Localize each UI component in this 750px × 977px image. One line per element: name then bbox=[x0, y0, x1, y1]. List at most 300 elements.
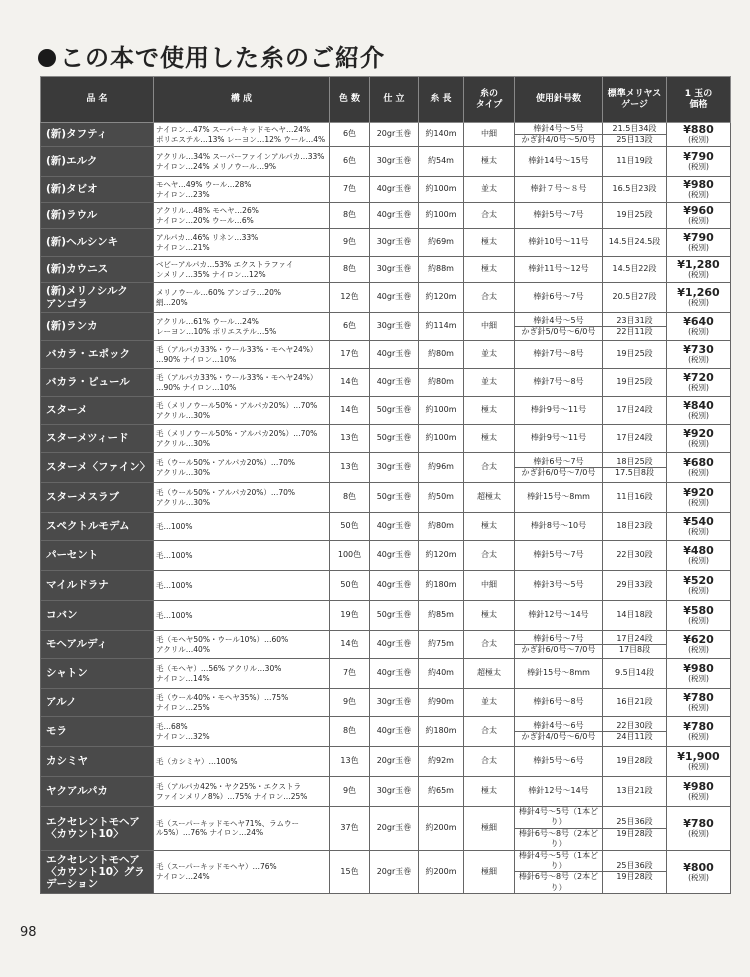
gauge-cell bbox=[603, 747, 667, 777]
yarn-table bbox=[40, 76, 731, 894]
length-cell bbox=[419, 123, 464, 147]
needles-cell bbox=[515, 369, 603, 397]
gauge-value: 21.5目34段 bbox=[612, 123, 657, 133]
colors-text: 19色 bbox=[340, 610, 359, 620]
yarn-name: マイルドラナ bbox=[46, 579, 109, 592]
length-text: 約200m bbox=[425, 823, 457, 833]
composition-text: 毛…100% bbox=[156, 580, 193, 590]
length-text: 約65m bbox=[428, 786, 454, 796]
put-up-text: 30gr玉巻 bbox=[376, 462, 412, 472]
price-value: ¥730 bbox=[683, 343, 714, 357]
type-text: 合太 bbox=[481, 639, 497, 649]
table-row bbox=[41, 453, 731, 483]
header-gauge: 標準メリヤス ゲージ bbox=[603, 77, 667, 123]
put-up-text: 30gr玉巻 bbox=[376, 321, 412, 331]
yarn-name-cell bbox=[41, 541, 154, 571]
yarn-name-cell bbox=[41, 313, 154, 341]
gauge-cell bbox=[603, 601, 667, 631]
composition-cell bbox=[154, 717, 330, 747]
composition-cell bbox=[154, 313, 330, 341]
gauge-cell bbox=[603, 483, 667, 513]
needles-value: 棒針9号〜11号 bbox=[530, 405, 587, 415]
colors-cell bbox=[330, 631, 370, 659]
gauge-value: 29目33段 bbox=[616, 580, 653, 590]
colors-cell bbox=[330, 483, 370, 513]
yarn-name: シャトン bbox=[46, 667, 88, 680]
type-text: 極太 bbox=[481, 786, 497, 796]
gauge-cell bbox=[603, 177, 667, 203]
length-text: 約100m bbox=[425, 433, 457, 443]
composition-cell bbox=[154, 571, 330, 601]
price-value: ¥920 bbox=[683, 427, 714, 441]
colors-cell bbox=[330, 341, 370, 369]
needles-value: 棒針14号〜15号 bbox=[528, 156, 589, 166]
tax-note: (税別) bbox=[688, 327, 709, 337]
gauge-cell bbox=[603, 147, 667, 177]
gauge-cell bbox=[603, 717, 667, 747]
needles-value: 棒針4号〜6号 bbox=[533, 720, 584, 730]
yarn-name: スターメ〈ファイン〉 bbox=[46, 461, 151, 474]
price-cell bbox=[667, 341, 731, 369]
gauge-cell bbox=[603, 571, 667, 601]
header-length: 糸 長 bbox=[419, 77, 464, 123]
table-body bbox=[41, 123, 731, 894]
needles-value: 棒針3号〜5号 bbox=[533, 580, 584, 590]
gauge-cell bbox=[603, 807, 667, 851]
composition-cell bbox=[154, 483, 330, 513]
yarn-name-cell bbox=[41, 689, 154, 717]
table-row bbox=[41, 203, 731, 229]
type-text: 中細 bbox=[481, 321, 497, 331]
put-up-cell bbox=[370, 747, 419, 777]
length-cell bbox=[419, 369, 464, 397]
gauge-value: 25目13段 bbox=[603, 134, 666, 145]
put-up-cell bbox=[370, 147, 419, 177]
yarn-name-cell bbox=[41, 147, 154, 177]
gauge-cell bbox=[603, 425, 667, 453]
table-row bbox=[41, 601, 731, 631]
tax-note: (税別) bbox=[688, 586, 709, 596]
length-cell bbox=[419, 283, 464, 313]
header-price: 1 玉の 価格 bbox=[667, 77, 731, 123]
needles-value: 棒針5号〜6号 bbox=[533, 756, 584, 766]
length-cell bbox=[419, 717, 464, 747]
colors-text: 17色 bbox=[340, 349, 359, 359]
composition-text: アルパカ…46% リネン…33% ナイロン…21% bbox=[156, 232, 259, 252]
needles-value: 棒針12号〜14号 bbox=[528, 610, 589, 620]
composition-cell bbox=[154, 777, 330, 807]
type-cell bbox=[464, 807, 515, 851]
colors-cell bbox=[330, 513, 370, 541]
put-up-text: 50gr玉巻 bbox=[376, 610, 412, 620]
composition-text: 毛（アルパカ33%・ウール33%・モヘヤ24%） …90% ナイロン…10% bbox=[156, 372, 318, 392]
price-value: ¥980 bbox=[683, 178, 714, 192]
needles-cell bbox=[515, 425, 603, 453]
type-cell bbox=[464, 283, 515, 313]
put-up-cell bbox=[370, 631, 419, 659]
type-cell bbox=[464, 717, 515, 747]
put-up-cell bbox=[370, 807, 419, 851]
needles-cell bbox=[515, 571, 603, 601]
price-value: ¥720 bbox=[683, 371, 714, 385]
length-text: 約100m bbox=[425, 210, 457, 220]
gauge-cell bbox=[603, 229, 667, 257]
type-cell bbox=[464, 257, 515, 283]
length-cell bbox=[419, 177, 464, 203]
length-text: 約114m bbox=[425, 321, 457, 331]
needles-cell bbox=[515, 177, 603, 203]
length-cell bbox=[419, 541, 464, 571]
needles-cell bbox=[515, 257, 603, 283]
put-up-text: 40gr玉巻 bbox=[376, 349, 412, 359]
length-text: 約120m bbox=[425, 550, 457, 560]
length-text: 約200m bbox=[425, 866, 457, 876]
put-up-cell bbox=[370, 513, 419, 541]
length-cell bbox=[419, 341, 464, 369]
composition-cell bbox=[154, 425, 330, 453]
gauge-cell bbox=[603, 257, 667, 283]
yarn-name: バカラ・ピュール bbox=[46, 376, 130, 389]
table-row bbox=[41, 571, 731, 601]
table-row bbox=[41, 313, 731, 341]
colors-text: 12色 bbox=[340, 292, 359, 302]
header-name: 品 名 bbox=[41, 77, 154, 123]
type-text: 超極太 bbox=[477, 492, 501, 502]
price-cell bbox=[667, 513, 731, 541]
type-text: 並太 bbox=[481, 184, 497, 194]
price-cell bbox=[667, 777, 731, 807]
header-put-up: 仕 立 bbox=[370, 77, 419, 123]
colors-text: 13色 bbox=[340, 433, 359, 443]
needles-value: 棒針9号〜11号 bbox=[530, 433, 587, 443]
length-cell bbox=[419, 257, 464, 283]
price-cell bbox=[667, 123, 731, 147]
type-cell bbox=[464, 313, 515, 341]
yarn-name: カシミヤ bbox=[46, 755, 88, 768]
tax-note: (税別) bbox=[688, 556, 709, 566]
price-value: ¥980 bbox=[683, 780, 714, 794]
gauge-value: 19目25段 bbox=[616, 210, 653, 220]
composition-cell bbox=[154, 283, 330, 313]
gauge-cell bbox=[603, 850, 667, 894]
length-text: 約96m bbox=[428, 462, 454, 472]
gauge-cell bbox=[603, 689, 667, 717]
length-cell bbox=[419, 777, 464, 807]
put-up-cell bbox=[370, 483, 419, 513]
header-composition: 構 成 bbox=[154, 77, 330, 123]
yarn-name-cell bbox=[41, 483, 154, 513]
length-text: 約100m bbox=[425, 405, 457, 415]
price-cell bbox=[667, 453, 731, 483]
composition-text: 毛（モヘヤ50%・ウール10%）…60% アクリル…40% bbox=[156, 634, 289, 654]
length-text: 約120m bbox=[425, 292, 457, 302]
put-up-text: 40gr玉巻 bbox=[376, 550, 412, 560]
length-cell bbox=[419, 601, 464, 631]
put-up-cell bbox=[370, 229, 419, 257]
header-needles: 使用針号数 bbox=[515, 77, 603, 123]
length-text: 約100m bbox=[425, 184, 457, 194]
gauge-value: 23目31段 bbox=[616, 315, 653, 325]
needles-value: 棒針6号〜8号（2本どり） bbox=[515, 871, 602, 893]
composition-text: ナイロン…47% スーパーキッドモヘヤ…24% ポリエステル…13% レーヨン…12% ウール…4% bbox=[156, 124, 326, 144]
length-cell bbox=[419, 631, 464, 659]
needles-cell bbox=[515, 689, 603, 717]
tax-note: (税別) bbox=[688, 243, 709, 253]
colors-cell bbox=[330, 659, 370, 689]
needles-cell bbox=[515, 453, 603, 483]
tax-note: (税別) bbox=[688, 762, 709, 772]
needles-value: 棒針11号〜12号 bbox=[528, 264, 589, 274]
colors-text: 7色 bbox=[342, 668, 357, 678]
colors-cell bbox=[330, 123, 370, 147]
length-cell bbox=[419, 397, 464, 425]
length-text: 約75m bbox=[428, 639, 454, 649]
table-row bbox=[41, 513, 731, 541]
put-up-text: 30gr玉巻 bbox=[376, 156, 412, 166]
type-text: 中細 bbox=[481, 580, 497, 590]
type-cell bbox=[464, 229, 515, 257]
tax-note: (税別) bbox=[688, 829, 709, 839]
put-up-cell bbox=[370, 283, 419, 313]
composition-text: 毛…68% ナイロン…32% bbox=[156, 721, 210, 741]
composition-cell bbox=[154, 257, 330, 283]
gauge-value: 19目25段 bbox=[616, 349, 653, 359]
price-value: ¥1,260 bbox=[677, 286, 720, 300]
colors-text: 9色 bbox=[342, 237, 357, 247]
yarn-name-cell bbox=[41, 177, 154, 203]
colors-cell bbox=[330, 203, 370, 229]
gauge-value: 18目25段 bbox=[616, 456, 653, 466]
gauge-cell bbox=[603, 631, 667, 659]
composition-text: 毛（メリノウール50%・アルパカ20%）…70% アクリル…30% bbox=[156, 400, 318, 420]
colors-cell bbox=[330, 397, 370, 425]
gauge-value: 11目19段 bbox=[616, 156, 653, 166]
colors-cell bbox=[330, 807, 370, 851]
colors-text: 14色 bbox=[340, 405, 359, 415]
colors-cell bbox=[330, 229, 370, 257]
type-cell bbox=[464, 777, 515, 807]
put-up-text: 40gr玉巻 bbox=[376, 210, 412, 220]
type-text: 合太 bbox=[481, 462, 497, 472]
type-cell bbox=[464, 123, 515, 147]
yarn-name-cell bbox=[41, 369, 154, 397]
type-text: 超極太 bbox=[477, 668, 501, 678]
yarn-name: (新)ランカ bbox=[46, 320, 98, 333]
colors-text: 50色 bbox=[340, 521, 359, 531]
tax-note: (税別) bbox=[688, 468, 709, 478]
colors-text: 6色 bbox=[342, 156, 357, 166]
composition-text: 毛（アルパカ33%・ウール33%・モヘヤ24%） …90% ナイロン…10% bbox=[156, 344, 318, 364]
gauge-value: 18目23段 bbox=[616, 521, 653, 531]
needles-value: 棒針6号〜7号 bbox=[533, 456, 584, 466]
price-cell bbox=[667, 659, 731, 689]
yarn-name-cell bbox=[41, 341, 154, 369]
length-cell bbox=[419, 147, 464, 177]
length-cell bbox=[419, 659, 464, 689]
table-row bbox=[41, 177, 731, 203]
needles-value: 棒針7号〜8号 bbox=[533, 377, 584, 387]
gauge-value: 24目11段 bbox=[603, 731, 666, 742]
put-up-text: 40gr玉巻 bbox=[376, 292, 412, 302]
gauge-value: 19目25段 bbox=[616, 377, 653, 387]
gauge-cell bbox=[603, 123, 667, 147]
price-cell bbox=[667, 483, 731, 513]
needles-value: 棒針7号〜8号 bbox=[533, 349, 584, 359]
composition-cell bbox=[154, 177, 330, 203]
price-cell bbox=[667, 369, 731, 397]
put-up-cell bbox=[370, 313, 419, 341]
put-up-text: 20gr玉巻 bbox=[376, 756, 412, 766]
type-text: 合太 bbox=[481, 292, 497, 302]
price-value: ¥800 bbox=[683, 860, 714, 874]
price-cell bbox=[667, 177, 731, 203]
put-up-text: 40gr玉巻 bbox=[376, 377, 412, 387]
type-cell bbox=[464, 177, 515, 203]
put-up-text: 20gr玉巻 bbox=[376, 823, 412, 833]
table-row bbox=[41, 257, 731, 283]
price-cell bbox=[667, 717, 731, 747]
yarn-name: バカラ・エポック bbox=[46, 348, 130, 361]
table-row bbox=[41, 659, 731, 689]
type-cell bbox=[464, 147, 515, 177]
price-value: ¥840 bbox=[683, 399, 714, 413]
composition-text: ベビーアルパカ…53% エクストラファイ ンメリノ…35% ナイロン…12% bbox=[156, 259, 294, 279]
price-cell bbox=[667, 257, 731, 283]
put-up-text: 50gr玉巻 bbox=[376, 405, 412, 415]
needles-cell bbox=[515, 483, 603, 513]
type-cell bbox=[464, 397, 515, 425]
colors-cell bbox=[330, 601, 370, 631]
colors-text: 9色 bbox=[342, 786, 357, 796]
composition-cell bbox=[154, 689, 330, 717]
header-row bbox=[41, 77, 731, 123]
length-cell bbox=[419, 513, 464, 541]
yarn-name-cell bbox=[41, 513, 154, 541]
put-up-text: 40gr玉巻 bbox=[376, 184, 412, 194]
composition-cell bbox=[154, 229, 330, 257]
colors-text: 14色 bbox=[340, 639, 359, 649]
needles-cell bbox=[515, 229, 603, 257]
composition-text: モヘヤ…49% ウール…28% ナイロン…23% bbox=[156, 179, 252, 199]
needles-cell bbox=[515, 850, 603, 894]
table-row bbox=[41, 747, 731, 777]
table-row bbox=[41, 777, 731, 807]
gauge-cell bbox=[603, 283, 667, 313]
needles-value: 棒針6号〜8号（2本どり） bbox=[515, 828, 602, 850]
yarn-name-cell bbox=[41, 203, 154, 229]
length-cell bbox=[419, 850, 464, 894]
page-number: 98 bbox=[20, 925, 37, 940]
gauge-value: 9.5目14段 bbox=[615, 668, 654, 678]
tax-note: (税別) bbox=[688, 216, 709, 226]
needles-value: 棒針6号〜7号 bbox=[533, 633, 584, 643]
table-row bbox=[41, 483, 731, 513]
length-text: 約180m bbox=[425, 580, 457, 590]
yarn-name: スペクトルモデム bbox=[46, 520, 130, 533]
gauge-value: 14目18段 bbox=[616, 610, 653, 620]
header-colors: 色 数 bbox=[330, 77, 370, 123]
gauge-value: 14.5目22段 bbox=[612, 264, 657, 274]
put-up-cell bbox=[370, 777, 419, 807]
price-cell bbox=[667, 229, 731, 257]
tax-note: (税別) bbox=[688, 270, 709, 280]
gauge-cell bbox=[603, 369, 667, 397]
price-value: ¥790 bbox=[683, 150, 714, 164]
needles-value: 棒針8号〜10号 bbox=[530, 521, 587, 531]
colors-cell bbox=[330, 453, 370, 483]
length-cell bbox=[419, 747, 464, 777]
yarn-name-cell bbox=[41, 850, 154, 894]
length-cell bbox=[419, 453, 464, 483]
length-text: 約80m bbox=[428, 349, 454, 359]
composition-text: 毛（ウール50%・アルパカ20%）…70% アクリル…30% bbox=[156, 457, 296, 477]
gauge-cell bbox=[603, 203, 667, 229]
needles-cell bbox=[515, 513, 603, 541]
needles-value: 棒針12号〜14号 bbox=[528, 786, 589, 796]
gauge-value: 22目30段 bbox=[616, 550, 653, 560]
composition-text: 毛（スーパーキッドモヘヤ）…76% ナイロン…24% bbox=[156, 862, 277, 881]
gauge-cell bbox=[603, 659, 667, 689]
gauge-value: 17目24段 bbox=[616, 433, 653, 443]
needles-cell bbox=[515, 747, 603, 777]
composition-text: 毛（スーパーキッドモヘヤ71%、ラムウー ル5%）…76% ナイロン…24% bbox=[156, 818, 300, 838]
needles-cell bbox=[515, 541, 603, 571]
put-up-cell bbox=[370, 453, 419, 483]
colors-cell bbox=[330, 283, 370, 313]
put-up-cell bbox=[370, 541, 419, 571]
yarn-name: パーセント bbox=[46, 549, 99, 562]
table-row bbox=[41, 341, 731, 369]
put-up-cell bbox=[370, 123, 419, 147]
price-cell bbox=[667, 747, 731, 777]
needles-cell bbox=[515, 147, 603, 177]
yarn-name-cell bbox=[41, 777, 154, 807]
type-text: 極太 bbox=[481, 433, 497, 443]
composition-text: アクリル…34% スーパーファインアルパカ…33% ナイロン…24% メリノウール…9% bbox=[156, 151, 325, 171]
price-cell bbox=[667, 689, 731, 717]
colors-text: 100色 bbox=[337, 550, 362, 560]
put-up-text: 30gr玉巻 bbox=[376, 697, 412, 707]
gauge-value: 22目30段 bbox=[616, 720, 653, 730]
type-text: 並太 bbox=[481, 349, 497, 359]
yarn-name: スターメツィード bbox=[46, 432, 129, 445]
price-value: ¥960 bbox=[683, 204, 714, 218]
yarn-name-cell bbox=[41, 747, 154, 777]
price-value: ¥480 bbox=[683, 544, 714, 558]
type-cell bbox=[464, 631, 515, 659]
type-cell bbox=[464, 341, 515, 369]
tax-note: (税別) bbox=[688, 355, 709, 365]
composition-cell bbox=[154, 541, 330, 571]
needles-value: 棒針5号〜7号 bbox=[533, 550, 584, 560]
composition-cell bbox=[154, 453, 330, 483]
yarn-name: コバン bbox=[46, 609, 78, 622]
tax-note: (税別) bbox=[688, 792, 709, 802]
put-up-cell bbox=[370, 203, 419, 229]
colors-cell bbox=[330, 257, 370, 283]
put-up-cell bbox=[370, 369, 419, 397]
colors-cell bbox=[330, 717, 370, 747]
type-cell bbox=[464, 483, 515, 513]
put-up-cell bbox=[370, 601, 419, 631]
title-text: この本で使用した糸のご紹介 bbox=[60, 44, 385, 72]
composition-cell bbox=[154, 397, 330, 425]
put-up-cell bbox=[370, 717, 419, 747]
colors-text: 8色 bbox=[342, 264, 357, 274]
length-text: 約140m bbox=[425, 129, 457, 139]
length-text: 約40m bbox=[428, 668, 454, 678]
gauge-value: 16目21段 bbox=[616, 697, 653, 707]
